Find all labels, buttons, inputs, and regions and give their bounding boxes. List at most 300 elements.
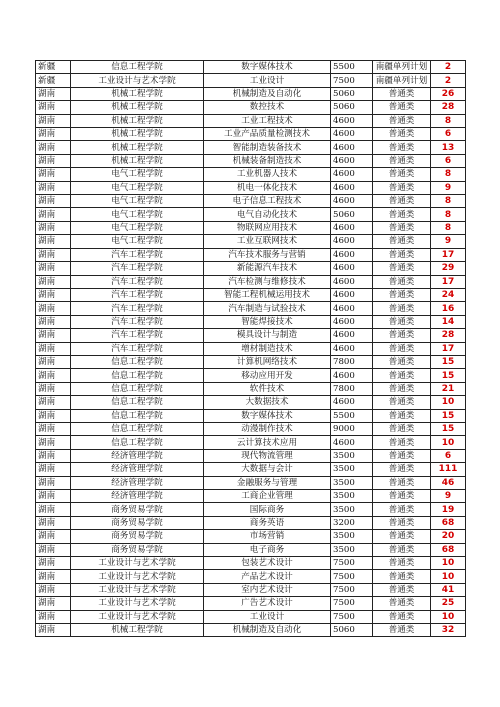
tuition-cell: 4600 bbox=[331, 248, 373, 261]
college-cell: 工业设计与艺术学院 bbox=[71, 597, 204, 610]
table-row bbox=[36, 128, 466, 141]
college-cell: 工业设计与艺术学院 bbox=[71, 583, 204, 596]
college-cell: 信息工程学院 bbox=[71, 355, 204, 368]
table-row bbox=[36, 382, 466, 395]
category-cell: 南疆单列计划 bbox=[373, 61, 431, 74]
table-row bbox=[36, 114, 466, 127]
major-cell: 云计算技术应用 bbox=[204, 436, 331, 449]
category-cell: 普通类 bbox=[373, 476, 431, 489]
province-cell: 湖南 bbox=[36, 490, 71, 503]
major-cell: 计算机网络技术 bbox=[204, 355, 331, 368]
table-row bbox=[36, 302, 466, 315]
tuition-cell: 5060 bbox=[331, 101, 373, 114]
major-cell: 机电一体化技术 bbox=[204, 181, 331, 194]
province-cell: 湖南 bbox=[36, 597, 71, 610]
tuition-cell: 5060 bbox=[331, 624, 373, 637]
category-cell: 普通类 bbox=[373, 624, 431, 637]
table-row bbox=[36, 181, 466, 194]
college-cell: 电气工程学院 bbox=[71, 208, 204, 221]
province-cell: 湖南 bbox=[36, 208, 71, 221]
major-cell: 智能工程机械运用技术 bbox=[204, 288, 331, 301]
major-cell: 电子信息工程技术 bbox=[204, 195, 331, 208]
province-cell: 湖南 bbox=[36, 396, 71, 409]
major-cell: 机械制造及自动化 bbox=[204, 624, 331, 637]
table-row bbox=[36, 262, 466, 275]
province-cell: 湖南 bbox=[36, 583, 71, 596]
province-cell: 湖南 bbox=[36, 221, 71, 234]
category-cell: 普通类 bbox=[373, 422, 431, 435]
tuition-cell: 3500 bbox=[331, 476, 373, 489]
province-cell: 湖南 bbox=[36, 315, 71, 328]
tuition-cell: 7500 bbox=[331, 597, 373, 610]
major-cell: 动漫制作技术 bbox=[204, 422, 331, 435]
category-cell: 普通类 bbox=[373, 181, 431, 194]
tuition-cell: 4600 bbox=[331, 114, 373, 127]
tuition-cell: 3500 bbox=[331, 463, 373, 476]
province-cell: 湖南 bbox=[36, 101, 71, 114]
college-cell: 机械工程学院 bbox=[71, 141, 204, 154]
category-cell: 普通类 bbox=[373, 288, 431, 301]
province-cell: 湖南 bbox=[36, 610, 71, 623]
college-cell: 工业设计与艺术学院 bbox=[71, 557, 204, 570]
province-cell: 湖南 bbox=[36, 422, 71, 435]
table-row bbox=[36, 87, 466, 100]
province-cell: 湖南 bbox=[36, 302, 71, 315]
table-row bbox=[36, 436, 466, 449]
province-cell: 湖南 bbox=[36, 168, 71, 181]
tuition-cell: 3500 bbox=[331, 490, 373, 503]
category-cell: 普通类 bbox=[373, 114, 431, 127]
tuition-cell: 3200 bbox=[331, 516, 373, 529]
province-cell: 湖南 bbox=[36, 342, 71, 355]
category-cell: 普通类 bbox=[373, 516, 431, 529]
category-cell: 普通类 bbox=[373, 570, 431, 583]
category-cell: 普通类 bbox=[373, 610, 431, 623]
tuition-cell: 4600 bbox=[331, 235, 373, 248]
major-cell: 汽车检测与维修技术 bbox=[204, 275, 331, 288]
province-cell: 湖南 bbox=[36, 114, 71, 127]
category-cell: 普通类 bbox=[373, 583, 431, 596]
category-cell: 普通类 bbox=[373, 503, 431, 516]
major-cell: 市场营销 bbox=[204, 530, 331, 543]
table-row bbox=[36, 342, 466, 355]
college-cell: 电气工程学院 bbox=[71, 221, 204, 234]
quota-cell: 15 bbox=[431, 422, 466, 435]
table-row bbox=[36, 141, 466, 154]
major-cell: 工业工程技术 bbox=[204, 114, 331, 127]
college-cell: 机械工程学院 bbox=[71, 101, 204, 114]
table-row bbox=[36, 449, 466, 462]
province-cell: 湖南 bbox=[36, 449, 71, 462]
province-cell: 湖南 bbox=[36, 463, 71, 476]
tuition-cell: 5060 bbox=[331, 208, 373, 221]
tuition-cell: 4600 bbox=[331, 262, 373, 275]
major-cell: 软件技术 bbox=[204, 382, 331, 395]
quota-cell: 8 bbox=[431, 114, 466, 127]
quota-cell: 19 bbox=[431, 503, 466, 516]
tuition-cell: 4600 bbox=[331, 329, 373, 342]
major-cell: 工商企业管理 bbox=[204, 490, 331, 503]
college-cell: 工业设计与艺术学院 bbox=[71, 74, 204, 87]
quota-cell: 20 bbox=[431, 530, 466, 543]
table-row bbox=[36, 235, 466, 248]
major-cell: 机械装备制造技术 bbox=[204, 154, 331, 167]
college-cell: 汽车工程学院 bbox=[71, 262, 204, 275]
category-cell: 普通类 bbox=[373, 315, 431, 328]
tuition-cell: 4600 bbox=[331, 369, 373, 382]
tuition-cell: 7500 bbox=[331, 610, 373, 623]
category-cell: 普通类 bbox=[373, 557, 431, 570]
college-cell: 工业设计与艺术学院 bbox=[71, 610, 204, 623]
table-row bbox=[36, 583, 466, 596]
major-cell: 机械制造及自动化 bbox=[204, 87, 331, 100]
category-cell: 普通类 bbox=[373, 543, 431, 556]
major-cell: 国际商务 bbox=[204, 503, 331, 516]
tuition-cell: 4600 bbox=[331, 396, 373, 409]
college-cell: 汽车工程学院 bbox=[71, 342, 204, 355]
quota-cell: 17 bbox=[431, 275, 466, 288]
quota-cell: 111 bbox=[431, 463, 466, 476]
category-cell: 普通类 bbox=[373, 409, 431, 422]
quota-cell: 8 bbox=[431, 208, 466, 221]
quota-cell: 17 bbox=[431, 342, 466, 355]
tuition-cell: 3500 bbox=[331, 503, 373, 516]
table-row bbox=[36, 543, 466, 556]
table-row bbox=[36, 315, 466, 328]
quota-cell: 15 bbox=[431, 369, 466, 382]
tuition-cell: 4600 bbox=[331, 315, 373, 328]
tuition-cell: 4600 bbox=[331, 181, 373, 194]
table-row bbox=[36, 422, 466, 435]
table-row bbox=[36, 570, 466, 583]
tuition-cell: 4600 bbox=[331, 342, 373, 355]
category-cell: 普通类 bbox=[373, 342, 431, 355]
college-cell: 经济管理学院 bbox=[71, 463, 204, 476]
tuition-cell: 7500 bbox=[331, 557, 373, 570]
major-cell: 工业产品质量检测技术 bbox=[204, 128, 331, 141]
tuition-cell: 7500 bbox=[331, 570, 373, 583]
quota-cell: 10 bbox=[431, 610, 466, 623]
table-row bbox=[36, 101, 466, 114]
college-cell: 商务贸易学院 bbox=[71, 516, 204, 529]
category-cell: 普通类 bbox=[373, 530, 431, 543]
category-cell: 普通类 bbox=[373, 355, 431, 368]
table-row bbox=[36, 369, 466, 382]
quota-cell: 32 bbox=[431, 624, 466, 637]
table-row bbox=[36, 530, 466, 543]
college-cell: 信息工程学院 bbox=[71, 396, 204, 409]
college-cell: 电气工程学院 bbox=[71, 195, 204, 208]
tuition-cell: 3500 bbox=[331, 530, 373, 543]
quota-cell: 10 bbox=[431, 557, 466, 570]
college-cell: 机械工程学院 bbox=[71, 624, 204, 637]
tuition-cell: 4600 bbox=[331, 436, 373, 449]
quota-cell: 6 bbox=[431, 128, 466, 141]
major-cell: 大数据技术 bbox=[204, 396, 331, 409]
major-cell: 包装艺术设计 bbox=[204, 557, 331, 570]
category-cell: 普通类 bbox=[373, 382, 431, 395]
province-cell: 湖南 bbox=[36, 369, 71, 382]
province-cell: 湖南 bbox=[36, 262, 71, 275]
table-row bbox=[36, 624, 466, 637]
province-cell: 湖南 bbox=[36, 87, 71, 100]
table-row bbox=[36, 288, 466, 301]
tuition-cell: 4600 bbox=[331, 302, 373, 315]
college-cell: 电气工程学院 bbox=[71, 181, 204, 194]
quota-cell: 46 bbox=[431, 476, 466, 489]
category-cell: 普通类 bbox=[373, 208, 431, 221]
province-cell: 湖南 bbox=[36, 195, 71, 208]
table-row bbox=[36, 221, 466, 234]
enrollment-plan-table bbox=[35, 60, 466, 637]
major-cell: 室内艺术设计 bbox=[204, 583, 331, 596]
table-row bbox=[36, 503, 466, 516]
college-cell: 汽车工程学院 bbox=[71, 315, 204, 328]
tuition-cell: 4600 bbox=[331, 221, 373, 234]
major-cell: 电气自动化技术 bbox=[204, 208, 331, 221]
quota-cell: 15 bbox=[431, 355, 466, 368]
tuition-cell: 7800 bbox=[331, 355, 373, 368]
table-row bbox=[36, 516, 466, 529]
province-cell: 湖南 bbox=[36, 288, 71, 301]
quota-cell: 6 bbox=[431, 449, 466, 462]
tuition-cell: 3500 bbox=[331, 449, 373, 462]
college-cell: 商务贸易学院 bbox=[71, 543, 204, 556]
quota-cell: 10 bbox=[431, 396, 466, 409]
quota-cell: 9 bbox=[431, 181, 466, 194]
quota-cell: 29 bbox=[431, 262, 466, 275]
tuition-cell: 4600 bbox=[331, 288, 373, 301]
category-cell: 普通类 bbox=[373, 436, 431, 449]
category-cell: 普通类 bbox=[373, 101, 431, 114]
major-cell: 商务英语 bbox=[204, 516, 331, 529]
category-cell: 普通类 bbox=[373, 449, 431, 462]
category-cell: 普通类 bbox=[373, 195, 431, 208]
table-row bbox=[36, 154, 466, 167]
major-cell: 广告艺术设计 bbox=[204, 597, 331, 610]
category-cell: 普通类 bbox=[373, 396, 431, 409]
table-row bbox=[36, 275, 466, 288]
category-cell: 普通类 bbox=[373, 248, 431, 261]
major-cell: 数字媒体技术 bbox=[204, 61, 331, 74]
quota-cell: 16 bbox=[431, 302, 466, 315]
province-cell: 湖南 bbox=[36, 503, 71, 516]
major-cell: 金融服务与管理 bbox=[204, 476, 331, 489]
province-cell: 湖南 bbox=[36, 181, 71, 194]
province-cell: 湖南 bbox=[36, 409, 71, 422]
quota-cell: 10 bbox=[431, 436, 466, 449]
province-cell: 湖南 bbox=[36, 570, 71, 583]
quota-cell: 24 bbox=[431, 288, 466, 301]
quota-cell: 9 bbox=[431, 235, 466, 248]
province-cell: 湖南 bbox=[36, 154, 71, 167]
province-cell: 湖南 bbox=[36, 355, 71, 368]
college-cell: 信息工程学院 bbox=[71, 382, 204, 395]
table-row bbox=[36, 208, 466, 221]
category-cell: 普通类 bbox=[373, 329, 431, 342]
table-row bbox=[36, 396, 466, 409]
college-cell: 汽车工程学院 bbox=[71, 248, 204, 261]
category-cell: 普通类 bbox=[373, 490, 431, 503]
quota-cell: 68 bbox=[431, 543, 466, 556]
category-cell: 普通类 bbox=[373, 128, 431, 141]
table-row bbox=[36, 597, 466, 610]
quota-cell: 14 bbox=[431, 315, 466, 328]
college-cell: 工业设计与艺术学院 bbox=[71, 570, 204, 583]
quota-cell: 8 bbox=[431, 195, 466, 208]
province-cell: 湖南 bbox=[36, 275, 71, 288]
tuition-cell: 3500 bbox=[331, 543, 373, 556]
table-row bbox=[36, 610, 466, 623]
major-cell: 现代物流管理 bbox=[204, 449, 331, 462]
quota-cell: 8 bbox=[431, 168, 466, 181]
quota-cell: 28 bbox=[431, 101, 466, 114]
quota-cell: 15 bbox=[431, 409, 466, 422]
tuition-cell: 4600 bbox=[331, 168, 373, 181]
table-row bbox=[36, 61, 466, 74]
quota-cell: 28 bbox=[431, 329, 466, 342]
tuition-cell: 5500 bbox=[331, 61, 373, 74]
quota-cell: 21 bbox=[431, 382, 466, 395]
college-cell: 电气工程学院 bbox=[71, 168, 204, 181]
major-cell: 电子商务 bbox=[204, 543, 331, 556]
tuition-cell: 4600 bbox=[331, 275, 373, 288]
province-cell: 湖南 bbox=[36, 516, 71, 529]
college-cell: 信息工程学院 bbox=[71, 436, 204, 449]
major-cell: 移动应用开发 bbox=[204, 369, 331, 382]
tuition-cell: 4600 bbox=[331, 128, 373, 141]
quota-cell: 6 bbox=[431, 154, 466, 167]
table-row bbox=[36, 355, 466, 368]
table-row bbox=[36, 248, 466, 261]
province-cell: 湖南 bbox=[36, 235, 71, 248]
table-row bbox=[36, 476, 466, 489]
table-row bbox=[36, 463, 466, 476]
category-cell: 普通类 bbox=[373, 221, 431, 234]
category-cell: 普通类 bbox=[373, 168, 431, 181]
tuition-cell: 4600 bbox=[331, 195, 373, 208]
major-cell: 数字媒体技术 bbox=[204, 409, 331, 422]
college-cell: 经济管理学院 bbox=[71, 476, 204, 489]
quota-cell: 8 bbox=[431, 221, 466, 234]
province-cell: 湖南 bbox=[36, 624, 71, 637]
college-cell: 汽车工程学院 bbox=[71, 302, 204, 315]
tuition-cell: 5060 bbox=[331, 87, 373, 100]
table-row bbox=[36, 490, 466, 503]
quota-cell: 9 bbox=[431, 490, 466, 503]
tuition-cell: 7500 bbox=[331, 583, 373, 596]
province-cell: 湖南 bbox=[36, 329, 71, 342]
quota-cell: 17 bbox=[431, 248, 466, 261]
table-body bbox=[36, 61, 466, 637]
province-cell: 湖南 bbox=[36, 436, 71, 449]
major-cell: 工业机器人技术 bbox=[204, 168, 331, 181]
college-cell: 电气工程学院 bbox=[71, 235, 204, 248]
major-cell: 物联网应用技术 bbox=[204, 221, 331, 234]
college-cell: 商务贸易学院 bbox=[71, 503, 204, 516]
college-cell: 信息工程学院 bbox=[71, 61, 204, 74]
province-cell: 湖南 bbox=[36, 557, 71, 570]
college-cell: 信息工程学院 bbox=[71, 409, 204, 422]
category-cell: 普通类 bbox=[373, 597, 431, 610]
table-row bbox=[36, 409, 466, 422]
major-cell: 汽车技术服务与营销 bbox=[204, 248, 331, 261]
category-cell: 普通类 bbox=[373, 262, 431, 275]
major-cell: 汽车制造与试验技术 bbox=[204, 302, 331, 315]
province-cell: 湖南 bbox=[36, 476, 71, 489]
category-cell: 普通类 bbox=[373, 302, 431, 315]
major-cell: 智能制造装备技术 bbox=[204, 141, 331, 154]
tuition-cell: 9000 bbox=[331, 422, 373, 435]
college-cell: 机械工程学院 bbox=[71, 87, 204, 100]
major-cell: 工业互联网技术 bbox=[204, 235, 331, 248]
major-cell: 新能源汽车技术 bbox=[204, 262, 331, 275]
tuition-cell: 5500 bbox=[331, 409, 373, 422]
province-cell: 新疆 bbox=[36, 74, 71, 87]
category-cell: 普通类 bbox=[373, 141, 431, 154]
province-cell: 湖南 bbox=[36, 128, 71, 141]
category-cell: 普通类 bbox=[373, 154, 431, 167]
table-row bbox=[36, 168, 466, 181]
table-row bbox=[36, 195, 466, 208]
quota-cell: 25 bbox=[431, 597, 466, 610]
quota-cell: 13 bbox=[431, 141, 466, 154]
major-cell: 数控技术 bbox=[204, 101, 331, 114]
college-cell: 机械工程学院 bbox=[71, 128, 204, 141]
college-cell: 汽车工程学院 bbox=[71, 288, 204, 301]
category-cell: 普通类 bbox=[373, 369, 431, 382]
province-cell: 新疆 bbox=[36, 61, 71, 74]
quota-cell: 2 bbox=[431, 74, 466, 87]
quota-cell: 68 bbox=[431, 516, 466, 529]
table-row bbox=[36, 557, 466, 570]
major-cell: 模具设计与制造 bbox=[204, 329, 331, 342]
province-cell: 湖南 bbox=[36, 141, 71, 154]
major-cell: 工业设计 bbox=[204, 74, 331, 87]
quota-cell: 10 bbox=[431, 570, 466, 583]
province-cell: 湖南 bbox=[36, 530, 71, 543]
college-cell: 信息工程学院 bbox=[71, 422, 204, 435]
category-cell: 普通类 bbox=[373, 87, 431, 100]
major-cell: 大数据与会计 bbox=[204, 463, 331, 476]
college-cell: 经济管理学院 bbox=[71, 449, 204, 462]
college-cell: 汽车工程学院 bbox=[71, 275, 204, 288]
province-cell: 湖南 bbox=[36, 382, 71, 395]
major-cell: 智能焊接技术 bbox=[204, 315, 331, 328]
quota-cell: 26 bbox=[431, 87, 466, 100]
table-row bbox=[36, 74, 466, 87]
college-cell: 信息工程学院 bbox=[71, 369, 204, 382]
province-cell: 湖南 bbox=[36, 543, 71, 556]
college-cell: 经济管理学院 bbox=[71, 490, 204, 503]
table-row bbox=[36, 329, 466, 342]
category-cell: 普通类 bbox=[373, 275, 431, 288]
category-cell: 南疆单列计划 bbox=[373, 74, 431, 87]
college-cell: 机械工程学院 bbox=[71, 114, 204, 127]
tuition-cell: 4600 bbox=[331, 141, 373, 154]
major-cell: 工业设计 bbox=[204, 610, 331, 623]
category-cell: 普通类 bbox=[373, 463, 431, 476]
college-cell: 机械工程学院 bbox=[71, 154, 204, 167]
quota-cell: 41 bbox=[431, 583, 466, 596]
tuition-cell: 4600 bbox=[331, 154, 373, 167]
major-cell: 增材制造技术 bbox=[204, 342, 331, 355]
quota-cell: 2 bbox=[431, 61, 466, 74]
college-cell: 汽车工程学院 bbox=[71, 329, 204, 342]
major-cell: 产品艺术设计 bbox=[204, 570, 331, 583]
province-cell: 湖南 bbox=[36, 248, 71, 261]
tuition-cell: 7500 bbox=[331, 74, 373, 87]
